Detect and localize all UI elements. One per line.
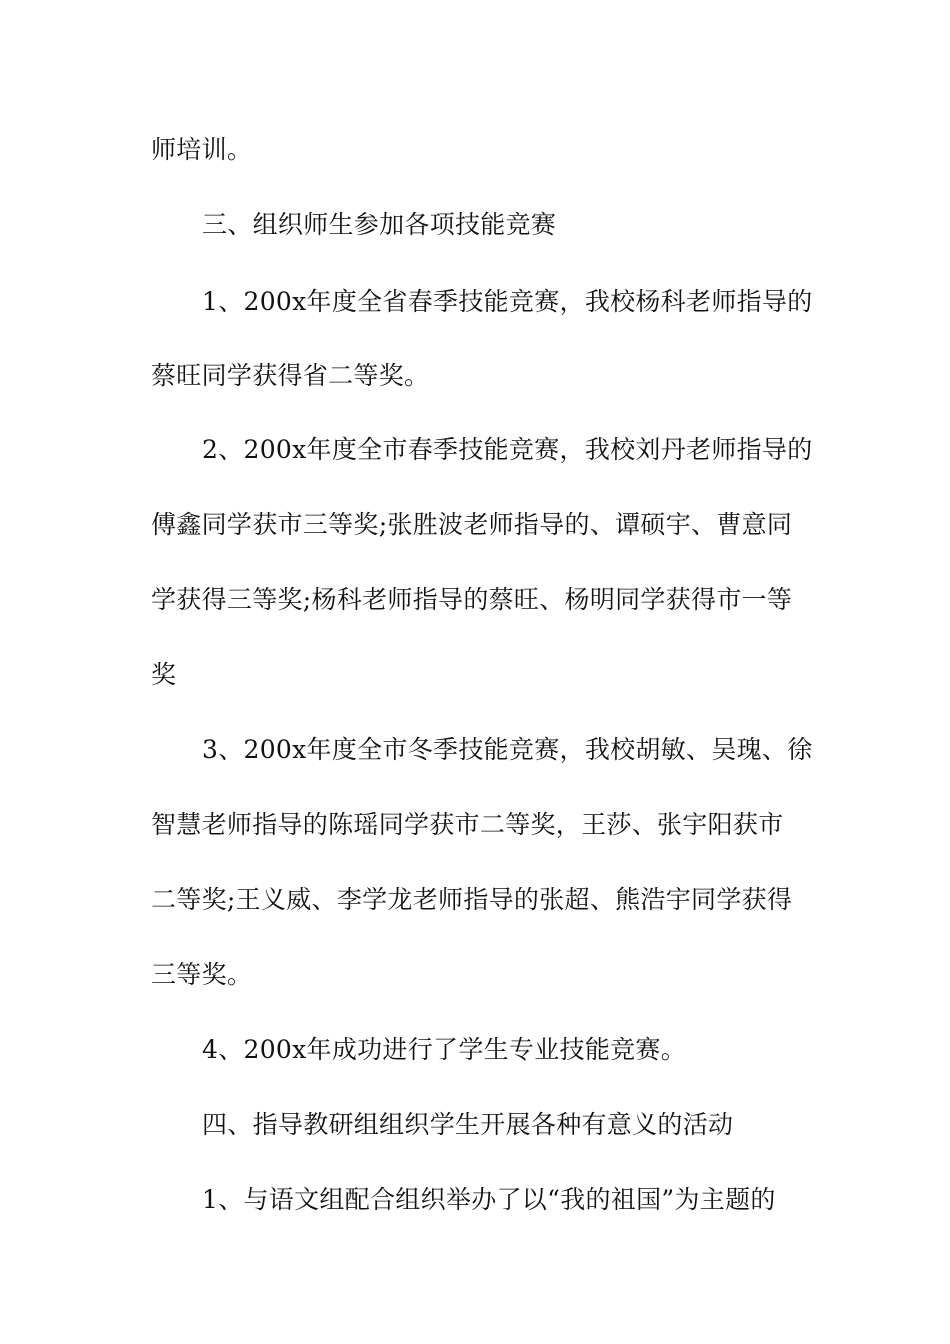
section-heading-3: 三、组织师生参加各项技能竞赛 bbox=[202, 210, 557, 239]
text-line-1: 师培训。 bbox=[151, 135, 253, 164]
text-line-12: 三等奖。 bbox=[151, 960, 253, 989]
text-line-10: 智慧老师指导的陈瑶同学获市二等奖，王莎、张宇阳获市 bbox=[151, 810, 784, 839]
text-line-13: 4、200x年成功进行了学生专业技能竞赛。 bbox=[202, 1035, 687, 1064]
text-line-8: 奖 bbox=[151, 660, 177, 689]
text-line-11: 二等奖;王义威、李学龙老师指导的张超、熊浩宇同学获得 bbox=[151, 885, 793, 914]
text-line-4: 蔡旺同学获得省二等奖。 bbox=[151, 361, 430, 390]
text-line-9: 3、200x年度全市冬季技能竞赛，我校胡敏、吴瑰、徐 bbox=[202, 735, 813, 764]
text-line-7: 学获得三等奖;杨科老师指导的蔡旺、杨明同学获得市一等 bbox=[151, 585, 793, 614]
text-line-3: 1、200x年度全省春季技能竞赛，我校杨科老师指导的 bbox=[202, 287, 813, 316]
section-heading-4: 四、指导教研组组织学生开展各种有意义的活动 bbox=[202, 1110, 734, 1139]
text-line-5: 2、200x年度全市春季技能竞赛，我校刘丹老师指导的 bbox=[202, 435, 813, 464]
text-line-15: 1、与语文组配合组织举办了以“我的祖国”为主题的 bbox=[202, 1185, 776, 1214]
text-line-6: 傅鑫同学获市三等奖;张胜波老师指导的、谭硕宇、曹意同 bbox=[151, 510, 793, 539]
